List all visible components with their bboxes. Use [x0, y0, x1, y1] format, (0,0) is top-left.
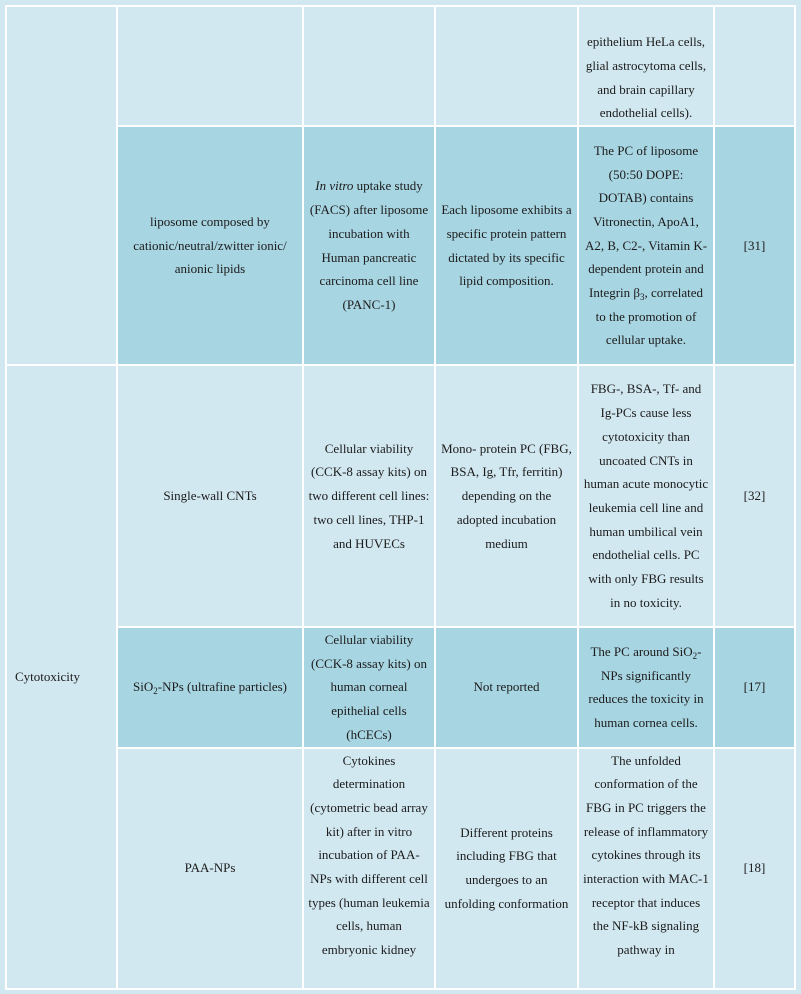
- reference-cell: [32]: [714, 365, 795, 627]
- effect-text: -NPs significantly reduces the toxicity in human cornea cells.: [588, 643, 704, 730]
- method-italic-text: In vitro: [315, 178, 354, 194]
- subscript: 2: [692, 650, 698, 661]
- effect-text: The PC around SiO: [590, 643, 693, 659]
- material-cell: liposome composed by cationic/neutral/zwitter ionic/ anionic lipids: [117, 126, 303, 365]
- method-cell: Cellular viability (CCK-8 assay kits) on two different cell lines: two cell lines, THP-1 and HUVECs: [303, 365, 435, 627]
- pc-composition-cell: Not reported: [435, 627, 578, 748]
- table-row: [6, 365, 795, 627]
- method-cell: Cytokines determination (cytometric bead array kit) after in vitro incubation of PAA-NPs with different cell types (human leukemia cells, human embryonic kidney: [303, 748, 435, 989]
- category-cell: [6, 6, 117, 365]
- pc-composition-cell: Different proteins including FBG that undergoes to an unfolding conformation: [435, 748, 578, 989]
- material-cell: [117, 627, 303, 748]
- material-cell: Single-wall CNTs: [117, 365, 303, 627]
- subscript: 3: [640, 292, 645, 303]
- effect-text: , correlated to the promotion of cellular uptake.: [595, 285, 703, 348]
- effect-text: The PC of liposome (50:50 DOPE: DOTAB) contains Vitronectin, ApoA1, A2, B, C2-, Vitamin K-dependent protein and Integrin β: [584, 142, 708, 301]
- effect-cell: [578, 627, 714, 748]
- reference-cell: [18]: [714, 748, 795, 989]
- table-row: [6, 126, 795, 365]
- table-row: [6, 6, 795, 126]
- reference-cell: [714, 6, 795, 126]
- method-cell: [303, 6, 435, 126]
- material-cell: [117, 6, 303, 126]
- effect-cell: The unfolded conformation of the FBG in PC triggers the release of inflammatory cytokines through its interaction with MAC-1 receptor that induces the NF-kB signaling pathway in: [578, 748, 714, 989]
- effect-cell: FBG-, BSA-, Tf- and Ig-PCs cause less cytotoxicity than uncoated CNTs in human acute monocytic leukemia cell line and human umbilical vein endothelial cells. PC with only FBG results in no toxicity.: [578, 365, 714, 627]
- table-row: [6, 627, 795, 748]
- pc-composition-cell: Each liposome exhibits a specific protein pattern dictated by its specific lipid composition.: [435, 126, 578, 365]
- table-row: [6, 748, 795, 989]
- subscript: 2: [153, 686, 158, 697]
- material-text: SiO: [133, 679, 154, 695]
- pc-composition-cell: [435, 6, 578, 126]
- effect-cell: [578, 126, 714, 365]
- category-cell: Cytotoxicity: [6, 365, 117, 989]
- protein-corona-table: [5, 5, 796, 990]
- method-text: uptake study (FACS) after liposome incubation with Human pancreatic carcinoma cell line (PANC-1): [309, 178, 429, 312]
- effect-cell: epithelium HeLa cells, glial astrocytoma cells, and brain capillary endothelial cells).: [578, 6, 714, 126]
- material-text: -NPs (ultrafine particles): [157, 679, 287, 695]
- reference-cell: [17]: [714, 627, 795, 748]
- reference-cell: [31]: [714, 126, 795, 365]
- method-cell: [303, 126, 435, 365]
- pc-composition-cell: Mono- protein PC (FBG, BSA, Ig, Tfr, ferritin) depending on the adopted incubation medium: [435, 365, 578, 627]
- method-cell: Cellular viability (CCK-8 assay kits) on human corneal epithelial cells (hCECs): [303, 627, 435, 748]
- material-cell: PAA-NPs: [117, 748, 303, 989]
